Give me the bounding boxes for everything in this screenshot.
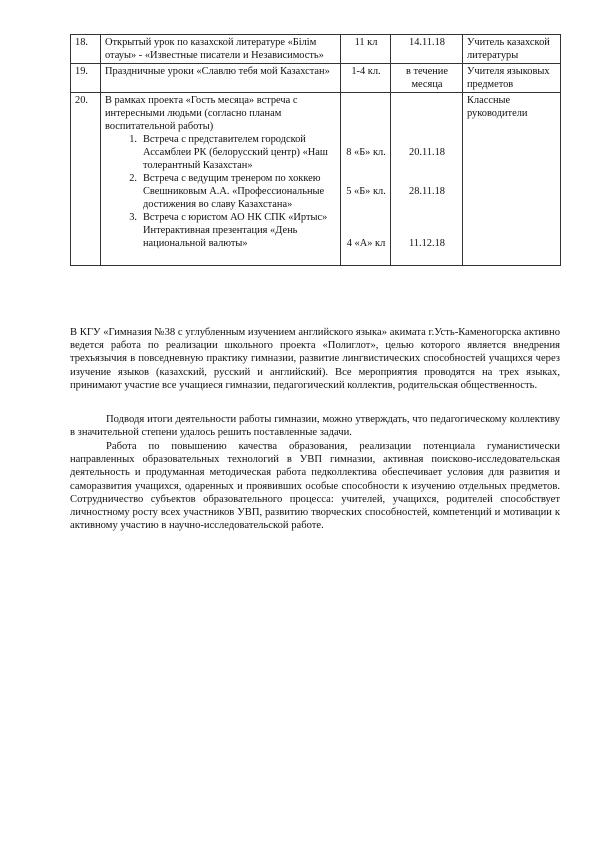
paragraph-quality: Работа по повышению качества образования, реализации потенциала гуманистически направленных образовательных технологий в УВП гимназии, активная поисково-исследовательская деятельность и продуманная методическая работа педколлектива обеспечивает условия для развития и саморазвития учащихся, одаренных и проявивших особые способности к изучению отдельных предметов. Сотрудничество субъектов образовательного процесса: учителей, учащихся, родителей способствует личностному росту всех участников УВП, развитию творческих способностей, компетенций и мотивации к активному участию в научно-исследовательской работе. bbox=[70, 441, 560, 532]
event-cell: Праздничные уроки «Славлю тебя мой Казахстан» bbox=[101, 64, 341, 93]
date-value: 20.11.18 bbox=[409, 147, 445, 158]
table-row bbox=[71, 64, 561, 93]
event-cell bbox=[101, 93, 341, 266]
class-value: 5 «Б» кл. bbox=[346, 186, 386, 197]
responsible-cell: Классные руководители bbox=[463, 93, 561, 266]
list-item-text: Встреча с ведущим тренером по хоккею Свешниковым А.А. «Профессиональные достижения во славу Казахстана» bbox=[143, 173, 325, 210]
event-cell: Открытый урок по казахской литературе «Білім отауы» - «Известные писатели и Независимость» bbox=[101, 35, 341, 64]
list-item bbox=[105, 211, 337, 250]
date-value: 28.11.18 bbox=[409, 186, 445, 197]
table-row bbox=[71, 93, 561, 266]
list-item bbox=[105, 172, 337, 211]
date-cell bbox=[391, 93, 463, 266]
table-row bbox=[71, 35, 561, 64]
date-cell: 14.11.18 bbox=[391, 35, 463, 64]
list-item-text: Встреча с юристом АО НК СПК «Иртыс» Интерактивная презентация «День национальной валюты» bbox=[143, 212, 328, 249]
responsible-cell: Учитель казахской литературы bbox=[463, 35, 561, 64]
row-number: 18. bbox=[71, 35, 101, 64]
row-number: 20. bbox=[71, 93, 101, 266]
responsible-cell: Учителя языковых предметов bbox=[463, 64, 561, 93]
list-item-text: Встреча с представителем городской Ассамблеи РК (белорусский центр) «Наш толерантный Казахстан» bbox=[143, 134, 328, 171]
class-cell bbox=[341, 93, 391, 266]
class-value: 4 «А» кл bbox=[346, 238, 386, 249]
events-table bbox=[70, 34, 561, 266]
class-value: 8 «Б» кл. bbox=[346, 147, 386, 158]
list-item-number: 3. bbox=[129, 212, 137, 223]
list-item-number: 1. bbox=[129, 134, 137, 145]
row-number: 19. bbox=[71, 64, 101, 93]
list-item-number: 2. bbox=[129, 173, 137, 184]
paragraph-polyglot: В КГУ «Гимназия №38 с углубленным изучением английского языка» акимата г.Усть-Каменогорска активно ведется работа по реализации школьного проекта «Полиглот», целью которого является внедрения трехъязычия в повседневную практику гимназии, развитие лингвистических способностей учащихся через изучение языков (казахский, русский и английский). Все мероприятия проводятся на трех языках, принимают участие все учащиеся гимназии, педагогический коллектив, родительская общественность. bbox=[70, 327, 560, 391]
event-intro: В рамках проекта «Гость месяца» встреча с интересными людьми (согласно планам воспитательной работы) bbox=[105, 95, 298, 132]
paragraph-summary: Подводя итоги деятельности работы гимназии, можно утверждать, что педагогическому коллективу в значительной степени удалось решить поставленные задачи. bbox=[70, 414, 560, 439]
date-cell: в течение месяца bbox=[391, 64, 463, 93]
class-cell: 11 кл bbox=[341, 35, 391, 64]
date-value: 11.12.18 bbox=[409, 238, 445, 249]
list-item bbox=[105, 133, 337, 172]
class-cell: 1-4 кл. bbox=[341, 64, 391, 93]
